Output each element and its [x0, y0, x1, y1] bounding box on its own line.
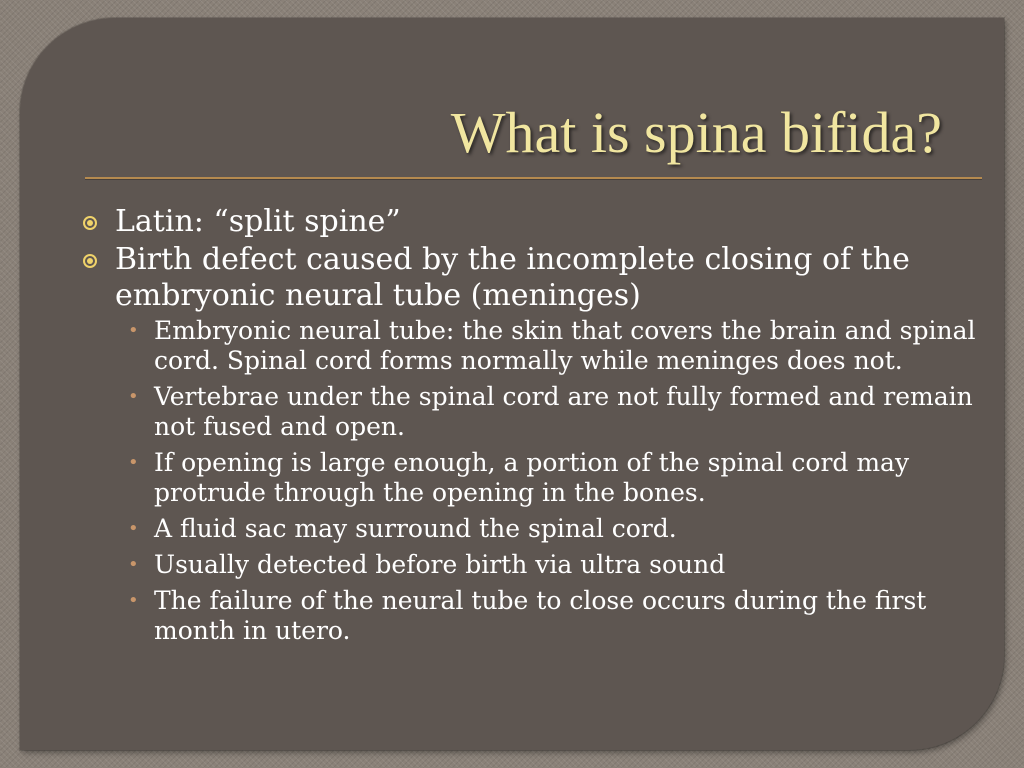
slide-content — [82, 204, 982, 652]
slide-title: What is spina bifida? — [450, 100, 942, 165]
sub-bullet-item — [82, 586, 982, 646]
sub-bullet-text: Embryonic neural tube: the skin that covers the brain and spinal cord. Spinal cord forms normally while meninges does not. — [154, 316, 976, 375]
sub-bullet-item — [82, 316, 982, 376]
small-dot-icon: • — [128, 590, 139, 611]
bullet-text: Latin: “split spine” — [115, 204, 401, 239]
bullet-item — [82, 204, 982, 240]
small-dot-icon: • — [128, 452, 139, 473]
small-dot-icon: • — [128, 386, 139, 407]
bullet-item — [82, 242, 982, 314]
sub-bullet-item — [82, 382, 982, 442]
title-divider — [85, 177, 982, 179]
circled-dot-icon — [83, 216, 97, 230]
circled-dot-icon — [83, 254, 97, 268]
sub-bullet-text: Vertebrae under the spinal cord are not fully formed and remain not fused and open. — [154, 382, 973, 441]
sub-bullet-list — [82, 316, 982, 646]
small-dot-icon: • — [128, 518, 139, 539]
small-dot-icon: • — [128, 320, 139, 341]
sub-bullet-text: If opening is large enough, a portion of the spinal cord may protrude through the opening in the bones. — [154, 448, 910, 507]
bullet-text: Birth defect caused by the incomplete closing of the embryonic neural tube (meninges) — [115, 242, 910, 313]
sub-bullet-item — [82, 514, 982, 544]
small-dot-icon: • — [128, 554, 139, 575]
sub-bullet-text: A fluid sac may surround the spinal cord. — [154, 514, 677, 543]
sub-bullet-item — [82, 550, 982, 580]
sub-bullet-item — [82, 448, 982, 508]
slide-panel — [20, 18, 1004, 750]
sub-bullet-text: Usually detected before birth via ultra sound — [154, 550, 726, 579]
sub-bullet-text: The failure of the neural tube to close occurs during the first month in utero. — [154, 586, 927, 645]
